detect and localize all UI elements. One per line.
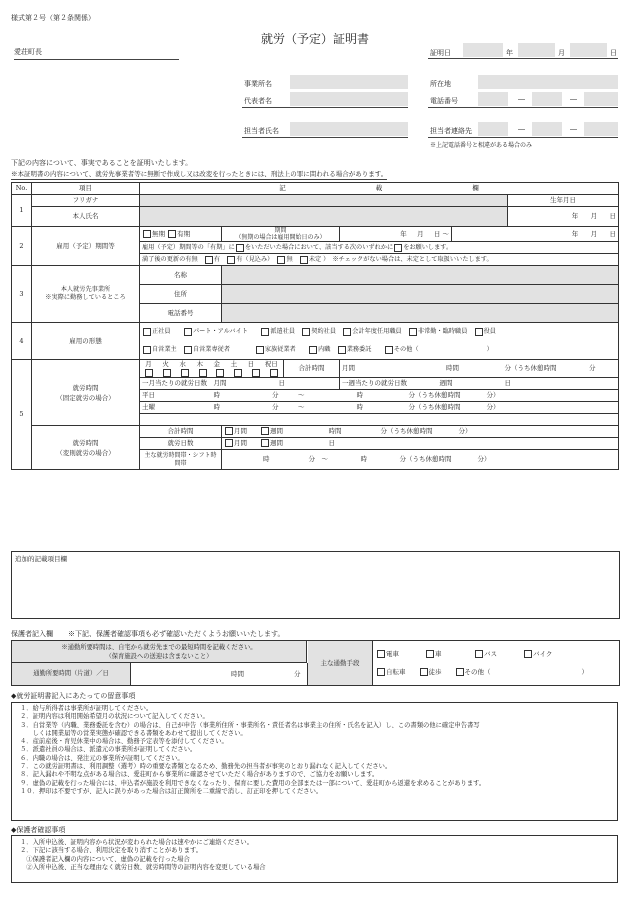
dash: ―: [570, 95, 577, 103]
addressee: 愛荘町長: [14, 47, 179, 60]
caution-item: ２．証明内容は利用開始希望月の状況について記入してください。: [20, 713, 209, 721]
employment-type-options[interactable]: 正社員 パート・アルバイト 派遣社員 契約社員 会計年度任用職員 非常勤・臨時職員 役員 自営業主 自営業専従者 家族従業者 内職 業務委託 その他（ ）: [140, 323, 619, 360]
guardian-note: ※下記、保護者確認事項も必ず確認いただくようお願いいたします。: [68, 630, 285, 638]
variable-days-field[interactable]: 月間 週間 日: [222, 438, 619, 450]
spacer-row: [140, 414, 619, 426]
page-title: 就労（予定）証明書: [260, 32, 369, 46]
name-label: 本人氏名: [32, 207, 140, 227]
contact-person-field[interactable]: [290, 122, 408, 136]
statement: 下記の内容について、事実であることを証明いたします。: [11, 159, 193, 167]
total-time-label: 合計時間: [284, 360, 340, 378]
workplace-name-field[interactable]: [222, 266, 619, 285]
confirm-item: ２．下記に該当する場合、利用決定を取り消すことがあります。: [20, 847, 203, 855]
workplace-address-label: 住所: [140, 285, 222, 304]
fixed-hours-label: 就労時間 （固定就労の場合）: [32, 360, 140, 426]
caution-item: ４．産前産後・育児休業中の場合は、勤務予定表等を添付してください。: [20, 738, 228, 746]
col-entry: 記 載 欄: [140, 183, 619, 195]
representative-label: 代表者名: [244, 97, 272, 105]
cert-month-field[interactable]: [518, 43, 555, 57]
phone-field-1[interactable]: [478, 92, 508, 106]
contact-phone-field-3[interactable]: [584, 122, 618, 136]
extra-notes-label: 追加的記載項目欄: [15, 555, 67, 563]
weekly-days[interactable]: 一週当たりの就労日数 週間 日: [340, 378, 619, 390]
renewal-question: 雇用（予定）期間等の「有期」に をいただいた場合において、該当する次のいずれかに をお願いします。: [140, 242, 619, 254]
dash: ―: [518, 125, 525, 133]
row-no: 1: [12, 195, 32, 227]
caution-item: １．給与所得者は事業所が証明してください。: [20, 705, 153, 712]
cautions-title: ◆就労証明書記入にあたっての留意事項: [11, 692, 136, 700]
row-no: 5: [12, 360, 32, 470]
dash: ―: [570, 125, 577, 133]
furigana-field[interactable]: [140, 195, 508, 207]
contact-underline: [242, 137, 408, 138]
variable-total-label: 合計時間: [140, 426, 222, 438]
furigana-label: フリガナ: [32, 195, 140, 207]
phone-underline: [428, 107, 618, 108]
cautions-box: [11, 702, 618, 821]
month-label: 月: [558, 49, 565, 57]
variable-days-label: 就労日数: [140, 438, 222, 450]
guardian-confirm-box: [11, 835, 618, 883]
row-no: 4: [12, 323, 32, 360]
confirm-item: ①保護者記入欄の内容について、虚偽の記載を行った場合: [20, 855, 190, 863]
cert-day-field[interactable]: [570, 43, 607, 57]
commute-field[interactable]: 時間 分: [131, 663, 308, 685]
confirm-item: ②入所申込後、正当な理由なく就労日数、就労時間等の証明内容を変更している場合: [20, 863, 266, 871]
extra-notes-field[interactable]: [11, 551, 620, 619]
variable-band-label: 主な就労時間帯・シフト時間帯: [140, 450, 222, 470]
caution-item: ５．派遣社員の場合は、派遣元の事業所が証明してください。: [20, 746, 197, 754]
birth-field[interactable]: 年 月 日: [508, 207, 619, 227]
representative-field[interactable]: [290, 92, 408, 106]
means-options[interactable]: 電車 車 バス バイク 自転車 徒歩 その他（ ）: [376, 645, 588, 681]
caution-item: ３．自営業等（内職、業務委託を含む）の場合は、自己が申告（事業所住所・事業所名・責任者名は事業主の住所・氏名を記入）し、この書類の他に確定申告書写: [20, 721, 480, 729]
contact-note: ※上記電話番号と相違がある場合のみ: [430, 142, 533, 149]
name-field[interactable]: [140, 207, 508, 227]
variable-hours-label: 就労時間 （変則就労の場合）: [32, 426, 140, 470]
cert-year-field[interactable]: [463, 43, 503, 57]
legal-warning: ※本証明書の内容について、就労先事業者等に無断で作成し又は改変を行ったときには、刑法上の罪に問われる場合があります。: [11, 170, 388, 178]
certificate-table: [11, 182, 619, 470]
dash: ―: [518, 95, 525, 103]
office-name-field[interactable]: [290, 75, 408, 89]
weekday-checks[interactable]: 月 火 水 木 金 土 日 祝日: [140, 360, 284, 378]
workplace-name-label: 名称: [140, 266, 222, 285]
monthly-days[interactable]: 一月当たりの就労日数 月間 日: [140, 378, 340, 390]
period-start[interactable]: 年 月 日 ～: [340, 227, 452, 242]
caution-item: しくは開業届等の営業実態が確認できる書類をあわせて提出してください。: [20, 729, 247, 737]
form-number: 様式第２号（第２条関係）: [11, 14, 95, 22]
workplace-address-field[interactable]: [222, 285, 619, 304]
caution-item: ８．記入漏れや不明な点がある場合は、愛荘町から事業所に確認させていただく場合がありますので、ご協力をお願いします。: [20, 771, 379, 779]
caution-item: ６．内職の場合は、発注元の事業所が証明してください。: [20, 754, 184, 762]
workplace-phone-field[interactable]: [222, 304, 619, 323]
col-item: 項目: [32, 183, 140, 195]
caution-item: １０．押印は不要ですが、記入に誤りがあった場合は訂正箇所を二重線で消し、訂正印を押してください。: [20, 787, 323, 795]
guardian-box: [11, 640, 620, 686]
phone-label: 電話番号: [430, 97, 458, 105]
term-options[interactable]: 無期 有期: [140, 227, 222, 242]
guardian-label: 保護者記入欄: [11, 630, 53, 638]
commute-label: 通勤所要時間（片道）／日: [12, 663, 131, 685]
employment-period-label: 雇用（予定）期間等: [32, 227, 140, 266]
period-end[interactable]: 年 月 日: [452, 227, 619, 242]
caution-item: ７．この就労証明書は、利用調整（選考）時の重要な書類となるため、勤務先の担当者が事実のとおり漏れなく記入してください。: [20, 763, 392, 771]
variable-total-field[interactable]: 月間 週間 時間 分（うち休憩時間 分）: [222, 426, 619, 438]
employment-type-label: 雇用の形態: [32, 323, 140, 360]
renewal-options[interactable]: 満了後の更新の有無 有 有（見込み） 無 未定 ） ※チェックがない場合は、未定として取扱いいたします。: [140, 254, 619, 266]
office-name-label: 事業所名: [244, 80, 272, 88]
phone-field-3[interactable]: [584, 92, 618, 106]
contact-phone-label: 担当者連絡先: [430, 127, 472, 135]
phone-field-2[interactable]: [532, 92, 562, 106]
office-underline: [242, 107, 408, 108]
contact-person-label: 担当者氏名: [244, 127, 279, 135]
workplace-phone-label: 電話番号: [140, 304, 222, 323]
date-underline: [428, 58, 618, 59]
row-no: 2: [12, 227, 32, 266]
contact-phone-underline: [428, 137, 618, 138]
day-label: 日: [610, 49, 617, 57]
confirm-item: １．入所申込後、証明内容から状況が変わられた場合は速やかにご連絡ください。: [20, 839, 253, 846]
contact-phone-field-1[interactable]: [478, 122, 508, 136]
total-time-field[interactable]: 月間 時間 分（うち休憩時間 分: [340, 360, 619, 378]
period-label: 期間 （無期の場合は雇用開始日のみ）: [222, 227, 340, 242]
contact-phone-field-2[interactable]: [532, 122, 562, 136]
caution-item: ９．虚偽の記載を行った場合には、申込者が施設を利用できなくなったり、保育に要した費用の全部または一部について、愛荘町から返還を求めることがあります。: [20, 779, 486, 787]
guardian-confirm-title: ◆保護者確認事項: [11, 826, 66, 834]
variable-band-field[interactable]: 時 分 ～ 時 分（うち休憩時間 分）: [222, 450, 619, 470]
birth-label: 生年月日: [508, 195, 619, 207]
weekday-hours[interactable]: 平日 時 分 ～ 時 分（うち休憩時間 分）: [140, 390, 619, 402]
year-label: 年: [506, 49, 513, 57]
col-no: No.: [12, 183, 32, 195]
saturday-hours[interactable]: 土曜 時 分 ～ 時 分（うち休憩時間 分）: [140, 402, 619, 414]
row-no: 3: [12, 266, 32, 323]
address-label: 所在地: [430, 80, 451, 88]
address-field[interactable]: [478, 75, 618, 89]
means-label: 主な通勤手段: [308, 641, 373, 685]
cert-date-label: 証明日: [430, 49, 451, 57]
commute-title: ※通勤所要時間は、自宅から就労先までの最短時間を記載ください。 （保育施設への送迎は含まないこと）: [12, 641, 307, 663]
workplace-label: 本人就労先事業所 ※実際に勤務しているところ: [32, 266, 140, 323]
